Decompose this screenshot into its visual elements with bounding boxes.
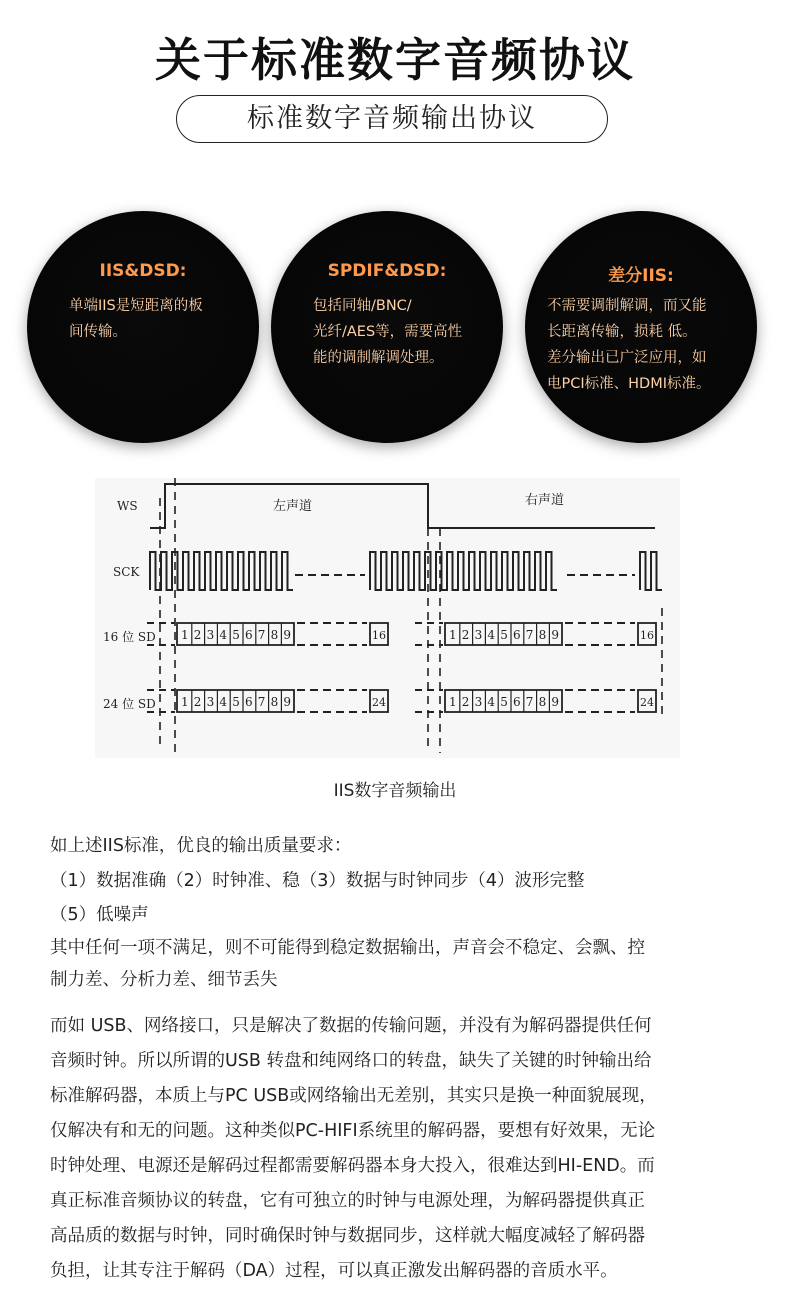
sd-bit-label: 8 — [538, 695, 547, 709]
sd-bit-label: 1 — [181, 695, 189, 709]
sd-bit-label: 9 — [283, 628, 292, 642]
body-line: 其中任何一项不满足，则不可能得到稳定数据输出，声音会不稳定、会飘、控 — [50, 938, 645, 958]
sd24-label: 24 位 SD — [103, 697, 156, 711]
ws-label: WS — [117, 499, 138, 513]
sd-bit-label: 6 — [513, 628, 521, 642]
sd-bit-label: 2 — [461, 695, 470, 709]
sd-bit-label: 3 — [206, 628, 215, 642]
sd-bit-label: 1 — [449, 695, 457, 709]
sd-bit-label: 6 — [245, 695, 253, 709]
sd-bit-label: 7 — [525, 695, 534, 709]
body-line: 标准解码器，本质上与PC USB或网络输出无差别，其实只是换一种面貌展现， — [50, 1086, 657, 1106]
sd-bit-label: 8 — [538, 628, 547, 642]
sd-bit-label: 5 — [500, 695, 508, 709]
sd-bit-label: 2 — [461, 628, 470, 642]
card-line: 能的调制解调处理。 — [313, 350, 444, 366]
card-text — [69, 293, 229, 345]
sd-bit-label: 3 — [206, 695, 215, 709]
body-line: 制力差、分析力差、细节丢失 — [50, 970, 278, 990]
sd-bit-label: 8 — [270, 695, 279, 709]
card-title: 差分IIS: — [608, 266, 674, 286]
sd-bit-label: 1 — [181, 628, 189, 642]
body-line: 时钟处理、电源还是解码过程都需要解码器本身大投入，很难达到HI-END。而 — [50, 1156, 655, 1176]
sd-bit-label: 7 — [257, 695, 266, 709]
sd-bit-label: 3 — [474, 695, 483, 709]
sck-label: SCK — [113, 565, 140, 579]
right-channel-label: 右声道 — [525, 493, 565, 508]
sd-bit-label: 5 — [500, 628, 508, 642]
sd-bit-label: 3 — [474, 628, 483, 642]
left-channel-label: 左声道 — [273, 499, 313, 514]
sd-bit-label: 7 — [525, 628, 534, 642]
body-line: 负担，让其专注于解码（DA）过程，可以真正激发出解码器的音质水平。 — [50, 1261, 618, 1281]
sd-bit-label: 4 — [219, 628, 228, 642]
sd-bit-label: 6 — [513, 695, 521, 709]
sd-bit-label: 4 — [487, 628, 496, 642]
sd-bit-label: 5 — [232, 695, 240, 709]
body-line: 高品质的数据与时钟，同时确保时钟与数据同步，这样就大幅度减轻了解码器 — [50, 1226, 645, 1246]
sd-end-label: 24 — [640, 696, 654, 709]
body-line: 而如 USB、网络接口，只是解决了数据的传输问题，并没有为解码器提供任何 — [50, 1016, 652, 1036]
card-text — [313, 293, 473, 371]
card-differential-iis — [525, 211, 757, 443]
card-line: 差分输出已广泛应用，如 — [547, 350, 707, 366]
sd-bit-label: 1 — [449, 628, 457, 642]
card-spdif-dsd — [271, 211, 503, 443]
body-line: （5）低噪声 — [50, 905, 149, 925]
card-title: SPDIF&DSD: — [327, 261, 447, 281]
iis-timing-diagram — [95, 478, 680, 758]
body-line: 音频时钟。所以所谓的USB 转盘和纯网络口的转盘，缺失了关键的时钟输出给 — [50, 1051, 652, 1071]
card-line: 电PCI标准、HDMI标准。 — [547, 376, 711, 392]
body-line: 真正标准音频协议的转盘，它有可独立的时钟与电源处理，为解码器提供真正 — [50, 1191, 645, 1211]
card-line: 单端IIS是短距离的板 — [69, 298, 203, 314]
card-title: IIS&DSD: — [99, 261, 187, 281]
sd-bit-label: 2 — [193, 628, 202, 642]
card-line: 长距离传输，损耗 低。 — [547, 324, 697, 340]
sd-bit-label: 6 — [245, 628, 253, 642]
sck-waveform-right — [370, 552, 557, 590]
card-text — [547, 293, 739, 397]
section-subtitle: 标准数字音频输出协议 — [176, 95, 608, 143]
card-line: 间传输。 — [69, 324, 127, 340]
sd-bit-label: 4 — [487, 695, 496, 709]
sd-bit-label: 2 — [193, 695, 202, 709]
sd-end-label: 16 — [640, 629, 654, 642]
page-title: 关于标准数字音频协议 — [155, 33, 635, 87]
sd-bit-label: 7 — [257, 628, 266, 642]
body-line: 仅解决有和无的问题。这种类似PC-HIFI系统里的解码器，要想有好效果，无论 — [50, 1121, 656, 1141]
sd-bit-label: 5 — [232, 628, 240, 642]
sd-bit-label: 9 — [551, 628, 560, 642]
card-line: 包括同轴/BNC/ — [313, 298, 412, 314]
card-iis-dsd — [27, 211, 259, 443]
sd-end-label: 24 — [372, 696, 386, 709]
diagram-caption: IIS数字音频输出 — [333, 781, 457, 801]
sd-end-label: 16 — [372, 629, 386, 642]
card-line: 不需要调制解调，而又能 — [547, 298, 707, 314]
body-line: （1）数据准确（2）时钟准、稳（3）数据与时钟同步（4）波形完整 — [50, 871, 585, 891]
card-line: 光纤/AES等，需要高性 — [313, 324, 463, 340]
sd-bit-label: 9 — [283, 695, 292, 709]
sd-bit-label: 9 — [551, 695, 560, 709]
sd-bit-label: 8 — [270, 628, 279, 642]
body-line: 如上述IIS标准，优良的输出质量要求： — [50, 836, 352, 856]
sd-bit-label: 4 — [219, 695, 228, 709]
sck-waveform-left — [150, 552, 293, 590]
sd16-label: 16 位 SD — [103, 630, 156, 644]
